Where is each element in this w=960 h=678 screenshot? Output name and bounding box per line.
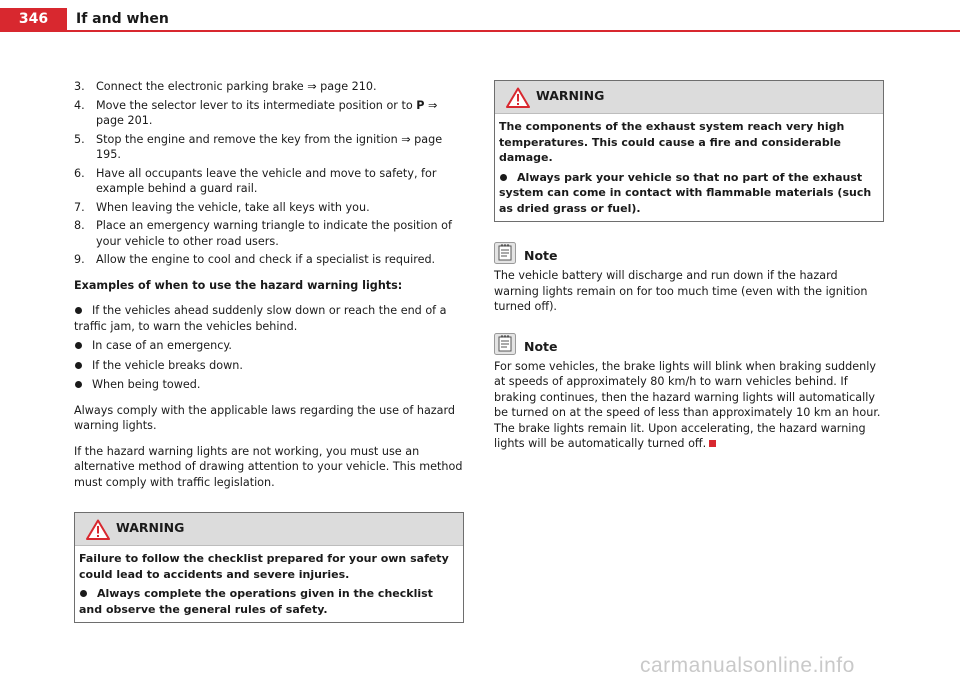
watermark: carmanualsonline.info bbox=[640, 654, 855, 677]
warning-bullet: Always complete the operations given in the checklist and observe the general rules of safety. bbox=[79, 586, 459, 617]
warning-header bbox=[495, 81, 883, 114]
warning-triangle-icon bbox=[86, 519, 110, 540]
chapter-title: If and when bbox=[76, 11, 169, 27]
list-item: 3. Connect the electronic parking brake ⇒ page 210. bbox=[74, 80, 377, 93]
list-item: 7. When leaving the vehicle, take all keys with you. bbox=[74, 200, 370, 214]
examples-heading: Examples of when to use the hazard warning lights: bbox=[74, 278, 403, 292]
paragraph: If the hazard warning lights are not working, you must use an alternative method of drawing attention to your vehicle. This method must comply with traffic legislation. bbox=[74, 444, 463, 489]
note-label: Note bbox=[524, 338, 558, 354]
note-label: Note bbox=[524, 248, 558, 263]
note-text: For some vehicles, the brake lights will blink when braking suddenly at speeds of approximately 80 km/h to warn vehicles behind. If braking continues, then the hazard warning lights will automatically be turned on at the speed of less than approximately 10 km an hour. The brake lights remain lit. Upon accelerating, the hazard warning lights will be automatically turned off. bbox=[494, 359, 881, 450]
warning-box bbox=[74, 512, 464, 623]
list-item: 8. Place an emergency warning triangle to indicate the position of your vehicle to other road users. bbox=[74, 219, 452, 248]
note-icon bbox=[494, 242, 516, 264]
note-header bbox=[494, 242, 884, 266]
list-item: When being towed. bbox=[74, 377, 464, 393]
warning-body bbox=[495, 114, 883, 221]
paragraph: Always comply with the applicable laws regarding the use of hazard warning lights. bbox=[74, 403, 456, 432]
list-item: 4. Move the selector lever to its intermediate position or to P ⇒ page 201. bbox=[74, 98, 438, 127]
list-item: If the vehicle breaks down. bbox=[74, 358, 464, 374]
list-item: In case of an emergency. bbox=[74, 338, 464, 354]
header-rule bbox=[0, 30, 960, 32]
list-item: 5. Stop the engine and remove the key from the ignition ⇒ page 195. bbox=[74, 132, 443, 161]
note-icon bbox=[494, 333, 516, 355]
note-text: The vehicle battery will discharge and run down if the hazard warning lights remain on for too much time (even with the ignition turned off). bbox=[494, 269, 868, 313]
page-number: 346 bbox=[0, 8, 67, 30]
warning-text: The components of the exhaust system reach very high temperatures. This could cause a fire and considerable damage. bbox=[499, 120, 845, 164]
warning-triangle-icon bbox=[506, 87, 530, 108]
warning-label: WARNING bbox=[116, 520, 185, 535]
page-header bbox=[0, 0, 960, 40]
list-item: If the vehicles ahead suddenly slow down or reach the end of a traffic jam, to warn the vehicles behind. bbox=[74, 303, 464, 334]
right-column bbox=[494, 80, 884, 462]
note-header bbox=[494, 333, 884, 357]
warning-header bbox=[75, 513, 463, 546]
warning-label: WARNING bbox=[536, 88, 605, 103]
warning-text: Failure to follow the checklist prepared for your own safety could lead to accidents and severe injuries. bbox=[79, 552, 449, 581]
warning-body bbox=[75, 546, 463, 622]
warning-bullet: Always park your vehicle so that no part of the exhaust system can come in contact with flammable materials (such as dried grass or fuel). bbox=[499, 170, 879, 217]
section-end-mark bbox=[709, 440, 716, 447]
left-column bbox=[74, 79, 464, 623]
list-item: 6. Have all occupants leave the vehicle and move to safety, for example behind a guard rail. bbox=[74, 166, 437, 195]
warning-box bbox=[494, 80, 884, 222]
list-item: 9. Allow the engine to cool and check if a specialist is required. bbox=[74, 253, 436, 266]
step-list bbox=[74, 79, 464, 268]
